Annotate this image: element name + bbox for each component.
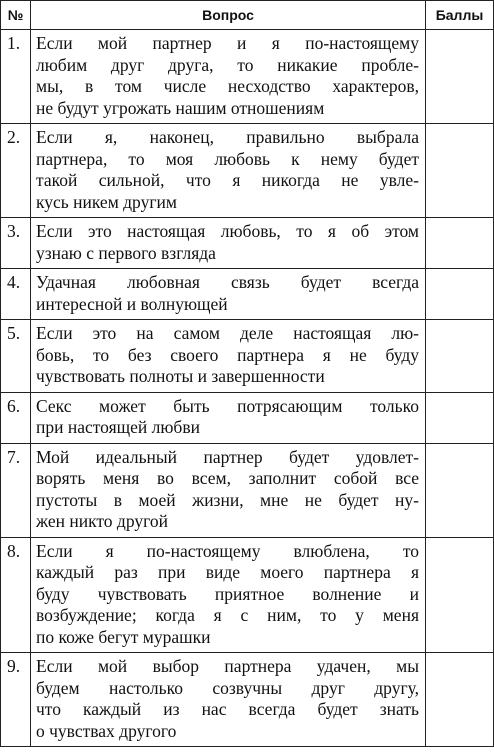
question-text — [31, 218, 426, 269]
question-line: пустоты в моей жизни, мне не будет ну- — [36, 489, 419, 510]
table-row — [1, 443, 494, 537]
number-column-header: № — [1, 1, 31, 30]
question-text — [31, 392, 426, 443]
question-column-header: Вопрос — [31, 1, 426, 30]
table-body — [1, 30, 494, 747]
question-line: кусь никем другим — [36, 191, 177, 212]
score-cell[interactable] — [426, 30, 494, 124]
question-line: Если я, наконец, правильно выбрала — [36, 127, 419, 147]
question-text — [31, 537, 426, 653]
question-line: возбуждение; когда я с ним, то у меня — [36, 605, 419, 625]
question-line: жен никто другой — [36, 511, 168, 531]
question-number: 4. — [1, 269, 31, 320]
question-number: 3. — [1, 218, 31, 269]
table-row — [1, 537, 494, 653]
header-row — [1, 1, 494, 30]
score-cell[interactable] — [426, 392, 494, 443]
score-cell[interactable] — [426, 443, 494, 537]
table-row — [1, 124, 494, 218]
score-column-header: Баллы — [426, 1, 494, 30]
question-text — [31, 124, 426, 218]
question-line: Секс может быть потрясающим только — [36, 395, 419, 416]
question-line: Если я по-настоящему влюблена, то — [36, 540, 419, 561]
score-cell[interactable] — [426, 218, 494, 269]
question-line: будем настолько созвучны друг другу, — [36, 677, 419, 698]
table-row — [1, 30, 494, 124]
question-text — [31, 443, 426, 537]
question-line: Если мой партнер и я по-настоящему — [36, 33, 419, 53]
question-number: 9. — [1, 653, 31, 747]
question-line: Если мой выбор партнера удачен, мы — [36, 656, 419, 676]
table-row — [1, 269, 494, 320]
question-line: ворять меня во всем, заполнит собой все — [36, 468, 419, 488]
question-line: мы, в том числе несходство характеров, — [36, 76, 419, 96]
question-line: по коже бегут мурашки — [36, 626, 211, 647]
question-line: такой сильной, что я никогда не увле- — [36, 170, 419, 190]
question-number: 5. — [1, 320, 31, 393]
question-line: буду чувствовать приятное волнение и — [36, 583, 419, 604]
question-line: узнаю с первого взгляда — [36, 242, 216, 263]
question-line: при настоящей любви — [36, 417, 200, 437]
question-line: бовь, то без своего партнера я не буду — [36, 344, 419, 365]
score-cell[interactable] — [426, 653, 494, 747]
question-number: 1. — [1, 30, 31, 124]
question-text — [31, 30, 426, 124]
question-number: 2. — [1, 124, 31, 218]
score-cell[interactable] — [426, 537, 494, 653]
table-row — [1, 320, 494, 393]
question-number: 8. — [1, 537, 31, 653]
score-cell[interactable] — [426, 269, 494, 320]
question-line: что каждый из нас всегда будет знать — [36, 699, 419, 719]
question-text — [31, 320, 426, 393]
question-line: партнера, то моя любовь к нему будет — [36, 148, 419, 169]
question-number: 7. — [1, 443, 31, 537]
question-text — [31, 653, 426, 747]
question-line: Если это на самом деле настоящая лю- — [36, 323, 419, 343]
question-line: Мой идеальный партнер будет удовлет- — [36, 446, 419, 467]
score-cell[interactable] — [426, 320, 494, 393]
question-line: Удачная любовная связь будет всегда — [36, 272, 419, 292]
question-line: о чувствах другого — [36, 720, 177, 741]
question-text — [31, 269, 426, 320]
table-row — [1, 653, 494, 747]
question-line: не будут угрожать нашим отношениям — [36, 97, 325, 118]
question-number: 6. — [1, 392, 31, 443]
question-line: каждый раз при виде моего партнера я — [36, 562, 419, 582]
question-line: любим друг друга, то никакие пробле- — [36, 54, 419, 75]
question-line: чувствовать полноты и завершенности — [36, 366, 325, 386]
table-row — [1, 392, 494, 443]
table-row — [1, 218, 494, 269]
question-line: интересной и волнующей — [36, 293, 228, 314]
score-cell[interactable] — [426, 124, 494, 218]
question-line: Если это настоящая любовь, то я об этом — [36, 221, 419, 241]
